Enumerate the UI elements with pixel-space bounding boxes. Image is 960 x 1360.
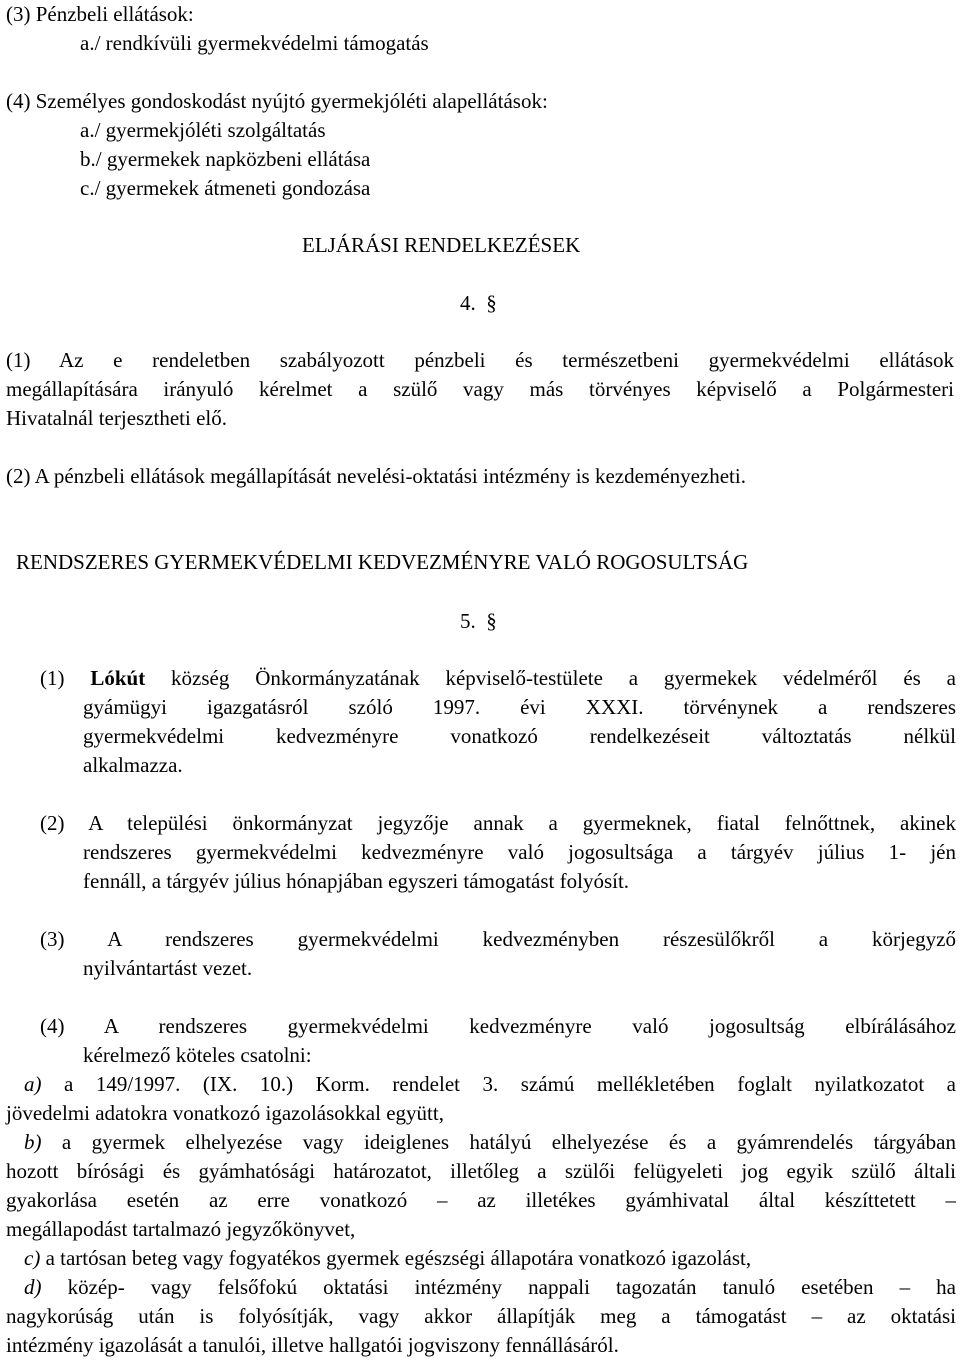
rendszeres-title: RENDSZERES GYERMEKVÉDELMI KEDVEZMÉNYRE VALÓ ROGOSULTSÁG: [16, 550, 749, 574]
rendszeres-p2-line2: rendszeres gyermekvédelmi kedvezményre való jogosultsága a tárgyév július 1- jén: [83, 840, 956, 864]
section4-item-c: c./ gyermekek átmeneti gondozása: [80, 176, 371, 200]
list-item-b-label: b): [24, 1130, 42, 1154]
list-item-a-text: a 149/1997. (IX. 10.) Korm. rendelet 3. számú mellékletében foglalt nyilatkozatot a: [41, 1072, 956, 1096]
list-item-a-label: a): [24, 1072, 42, 1096]
rendszeres-p2-line1: (2) A települési önkormányzat jegyzője annak a gyermeknek, fiatal felnőttnek, akinek: [40, 811, 956, 835]
section4-heading: (4) Személyes gondoskodást nyújtó gyermekjóléti alapellátások:: [6, 89, 548, 113]
rendszeres-p3-line2: nyilvántartást vezet.: [83, 956, 253, 980]
list-item-b-line2: hozott bírósági és gyámhatósági határozatot, illetőleg a szülői felügyeleti jog egyik szülő általi: [6, 1159, 956, 1183]
list-item-a-line2: jövedelmi adatokra vonatkozó igazolásokkal együtt,: [6, 1101, 444, 1125]
eljarasi-p1-line3: Hivatalnál terjesztheti elő.: [6, 406, 227, 430]
rendszeres-p4-line1: (4) A rendszeres gyermekvédelmi kedvezményre való jogosultság elbírálásához: [40, 1014, 956, 1038]
section4-item-a: a./ gyermekjóléti szolgáltatás: [80, 118, 326, 142]
list-item-d-line3: intézmény igazolását a tanulói, illetve hallgatói jogviszony fennállásáról.: [6, 1333, 619, 1357]
section3-item-a: a./ rendkívüli gyermekvédelmi támogatás: [80, 31, 429, 55]
rendszeres-p3-line1: (3) A rendszeres gyermekvédelmi kedvezményben részesülőkről a körjegyző: [40, 927, 956, 951]
list-item-b-line3: gyakorlása esetén az erre vonatkozó – az illetékes gyámhivatal által készíttetett –: [6, 1188, 956, 1212]
list-item-b-text: a gyermek elhelyezése vagy ideiglenes hatályú elhelyezése és a gyámrendelés tárgyában: [41, 1130, 956, 1154]
eljarasi-p1-line1: (1) Az e rendeletben szabályozott pénzbeli és természetbeni gyermekvédelmi ellátások: [6, 348, 954, 372]
list-item-c-label: c): [24, 1246, 41, 1270]
eljarasi-title: ELJÁRÁSI RENDELKEZÉSEK: [302, 233, 581, 257]
list-item-b-line1: [24, 1128, 956, 1157]
list-item-d-line2: nagykorúság után is folyósítják, vagy akkor állapítják meg a támogatást – az oktatási: [6, 1304, 956, 1328]
section4-item-b: b./ gyermekek napközbeni ellátása: [80, 147, 371, 171]
eljarasi-p1-line2: megállapítására irányuló kérelmet a szülő vagy más törvényes képviselő a Polgármesteri: [6, 377, 954, 401]
list-item-b-line4: megállapodást tartalmazó jegyzőkönyvet,: [6, 1217, 356, 1241]
list-item-a-line1: [24, 1070, 956, 1099]
rendszeres-p1-line3: gyermekvédelmi kedvezményre vonatkozó rendelkezéseit változtatás nélkül: [83, 724, 956, 748]
rendszeres-p1-line2: gyámügyi igazgatásról szóló 1997. évi XXXI. törvénynek a rendszeres: [83, 695, 956, 719]
paragraph-5-number: 5. §: [460, 609, 497, 633]
list-item-c-text: a tartósan beteg vagy fogyatékos gyermek egészségi állapotára vonatkozó igazolást,: [40, 1246, 752, 1270]
list-item-d-line1: [24, 1273, 956, 1302]
list-item-d-label: d): [24, 1275, 42, 1299]
paragraph-4-number: 4. §: [460, 291, 497, 315]
p1-line1-text: község Önkormányzatának képviselő-testülete a gyermekek védelméről és a: [171, 666, 957, 690]
rendszeres-p4-line2: kérelmező köteles csatolni:: [83, 1043, 312, 1067]
list-item-d-text: közép- vagy felsőfokú oktatási intézmény nappali tagozatán tanuló esetében – ha: [41, 1275, 956, 1299]
rendszeres-p2-line3: fennáll, a tárgyév július hónapjában egyszeri támogatást folyósít.: [83, 869, 630, 893]
section3-heading: (3) Pénzbeli ellátások:: [6, 2, 194, 26]
eljarasi-p2: (2) A pénzbeli ellátások megállapítását nevelési-oktatási intézmény is kezdeményezheti.: [6, 464, 746, 488]
rendszeres-p1-line1: [40, 664, 956, 693]
rendszeres-p1-line4: alkalmazza.: [83, 753, 183, 777]
list-item-c-line1: [24, 1244, 751, 1273]
p1-number: (1): [40, 666, 65, 690]
municipality-name: Lókút: [90, 666, 146, 690]
